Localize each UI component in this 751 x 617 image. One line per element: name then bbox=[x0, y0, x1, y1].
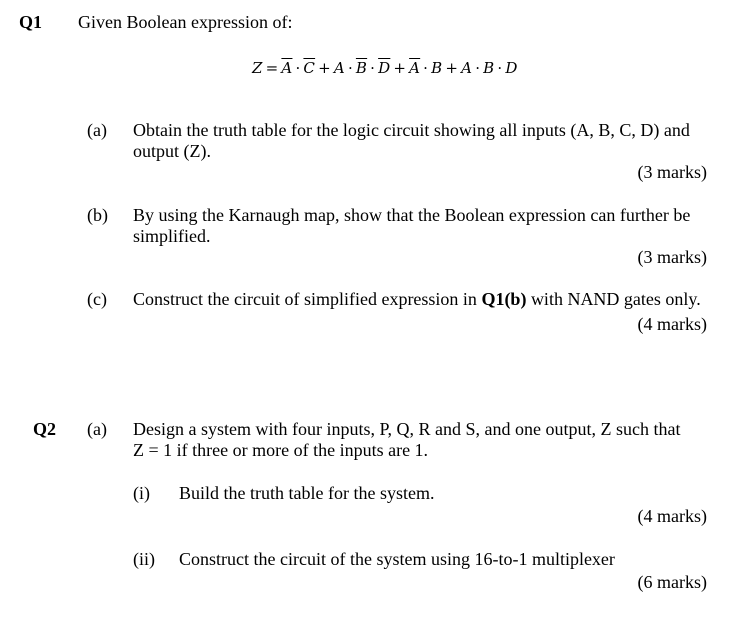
formula-literal-b-bar: $\overline{B}$ bbox=[355, 59, 368, 77]
q2-ii-label: (ii) bbox=[133, 549, 155, 569]
q2-ii-marks: (6 marks) bbox=[637, 572, 707, 592]
formula-literal-d-bar: $\overline{D}$ bbox=[378, 59, 391, 77]
q1c-text bbox=[133, 289, 701, 309]
formula-literal-a-bar: $\overline{A}$ bbox=[281, 59, 293, 77]
q1c-marks: (4 marks) bbox=[637, 314, 707, 334]
formula-literal-a-bar: $\overline{A}$ bbox=[409, 59, 421, 77]
q1c-text-post: with NAND gates only. bbox=[526, 289, 701, 309]
q2-i-label: (i) bbox=[133, 483, 150, 503]
formula-dot: · bbox=[347, 59, 353, 77]
formula-dot: · bbox=[475, 59, 481, 77]
q2-number: Q2 bbox=[33, 419, 57, 439]
q1c-text-pre: Construct the circuit of simplified expression in bbox=[133, 289, 482, 309]
formula-literal-a: A bbox=[333, 59, 345, 77]
q1a-marks: (3 marks) bbox=[637, 162, 707, 182]
formula-literal-b: B bbox=[431, 59, 443, 77]
q2-ii-text: Construct the circuit of the system using 16-to-1 multiplexer bbox=[179, 549, 615, 569]
q2a-text-line1: Design a system with four inputs, P, Q, R and S, and one output, Z such that bbox=[133, 419, 681, 439]
q1b-label: (b) bbox=[87, 205, 108, 225]
formula-dot: · bbox=[497, 59, 503, 77]
q2a-text-line2: Z = 1 if three or more of the inputs are 1. bbox=[133, 440, 429, 460]
formula-literal-d: D bbox=[505, 59, 518, 77]
q1a-text-line1: Obtain the truth table for the logic circuit showing all inputs (A, B, C, D) and bbox=[133, 120, 690, 140]
q1c-reference: Q1(b) bbox=[481, 289, 527, 309]
q1b-text-line2: simplified. bbox=[133, 226, 211, 246]
formula-plus: + bbox=[445, 59, 459, 77]
formula-literal-b: B bbox=[483, 59, 495, 77]
q1a-text-line2: output (Z). bbox=[133, 141, 211, 161]
q2-i-marks: (4 marks) bbox=[637, 506, 707, 526]
formula-literal-a: A bbox=[461, 59, 473, 77]
formula-dot: · bbox=[295, 59, 301, 77]
q1c-label: (c) bbox=[87, 289, 107, 309]
formula-plus: + bbox=[318, 59, 331, 77]
q2a-label: (a) bbox=[87, 419, 107, 439]
q1-number: Q1 bbox=[19, 12, 43, 32]
formula-lhs: Z bbox=[252, 59, 263, 77]
formula-equals: = bbox=[265, 59, 279, 77]
formula-literal-c-bar: $\overline{C}$ bbox=[303, 59, 316, 77]
formula-dot: · bbox=[423, 59, 429, 77]
q1b-marks: (3 marks) bbox=[637, 247, 707, 267]
formula-dot: · bbox=[370, 59, 376, 77]
q1-intro: Given Boolean expression of: bbox=[78, 12, 293, 32]
formula-plus: + bbox=[393, 59, 407, 77]
q2-i-text: Build the truth table for the system. bbox=[179, 483, 435, 503]
boolean-expression bbox=[252, 58, 518, 78]
q1b-text-line1: By using the Karnaugh map, show that the Boolean expression can further be bbox=[133, 205, 691, 225]
q1a-label: (a) bbox=[87, 120, 107, 140]
